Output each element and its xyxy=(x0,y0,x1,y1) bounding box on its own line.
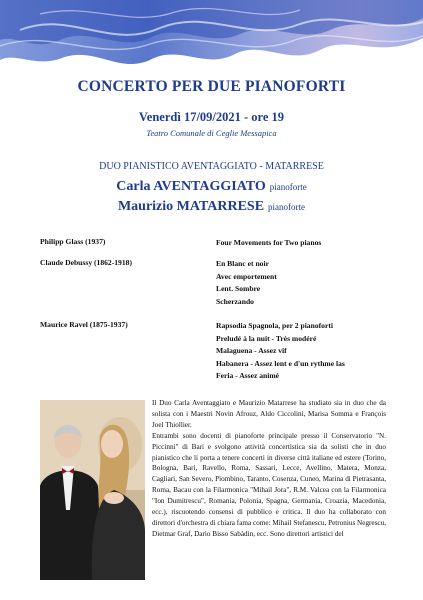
duo-name: DUO PIANISTICO AVENTAGGIATO - MATARRESE xyxy=(99,161,324,172)
performer-2 xyxy=(0,197,423,215)
composer-ravel: Maurice Ravel (1875-1937) xyxy=(40,320,128,329)
concert-title: CONCERTO PER DUE PIANOFORTI xyxy=(77,78,346,95)
composer-debussy: Claude Debussy (1862-1918) xyxy=(40,258,132,267)
watercolor-banner xyxy=(0,0,423,72)
work-movement: Scherzando xyxy=(216,296,254,306)
work-movement: Preludé à la nuit - Très modéré xyxy=(216,333,317,343)
duo-biography xyxy=(152,398,386,596)
works-ravel xyxy=(216,320,345,383)
work-movement: Malaguena - Assez vif xyxy=(216,346,287,356)
performer-name: Carla AVENTAGGIATO xyxy=(116,179,266,194)
work-movement: Lent. Sombre xyxy=(216,284,261,294)
composer-glass: Philipp Glass (1937) xyxy=(40,237,106,246)
date-time: Venerdì 17/09/2021 - ore 19 xyxy=(138,110,285,124)
work-title: Rapsodia Spagnola, per 2 pianoforti xyxy=(216,321,333,330)
work-title: Four Movements for Two pianos xyxy=(216,238,322,247)
bio-paragraph: Entrambi sono docenti di pianoforte principale presso il Conservatorio "N. Piccinni" di Bari e svolgono attività concertistica sia da solisti che in duo pianistico che li porta a tenere concerti in diverse città italiane ed estere (Torino, Bologna, Bari, Ravello, Roma, Sassari, Lecce, Avellino, Matera, Monza, Cagliari, San Severo, Piombino, Taranto, Cosenza, Cuneo, Marina di Pietrasanta, Roma, Bacau con la Filarmonica "Mihail Jora", R.M. Valcea con la Filarmonica "Ion Dumitrescu", Romania, Polonia, Spagna, Germania, Croazia, Macedonia, ecc.), riscuotendo consensi di pubblico e critica. Il duo ha collaborato con direttori d'orchestra di chiara fama come: Mihail Stefanescu, Petronius Negrescu, Dietmar Graf, Dario Bisso Sabàdin, ecc. Sono direttori artistici del xyxy=(152,431,386,538)
performer-instrument: pianoforte xyxy=(268,202,306,212)
performer-instrument: pianoforte xyxy=(269,182,307,192)
works-debussy xyxy=(216,258,277,308)
duo-photo xyxy=(40,400,145,580)
work-movement: Feria - Assez animé xyxy=(216,371,280,381)
work-movement: Habanera - Assez lent e d'un rythme las xyxy=(216,358,345,368)
performer-name: Maurizio MATARRESE xyxy=(117,199,265,214)
works-glass xyxy=(216,237,321,250)
performer-1 xyxy=(0,177,423,195)
bio-paragraph: Il Duo Carla Aventaggiato e Maurizio Matarrese ha studiato sia in duo che da solista con i Maestri Novin Afrouz, Aldo Ciccolini, Marisa Somma e François Joel Thiollier. xyxy=(152,399,386,429)
work-title: En Blanc et noir xyxy=(216,259,269,268)
venue: Teatro Comunale di Ceglie Messapica xyxy=(146,128,277,138)
work-movement: Avec emportement xyxy=(216,271,277,281)
